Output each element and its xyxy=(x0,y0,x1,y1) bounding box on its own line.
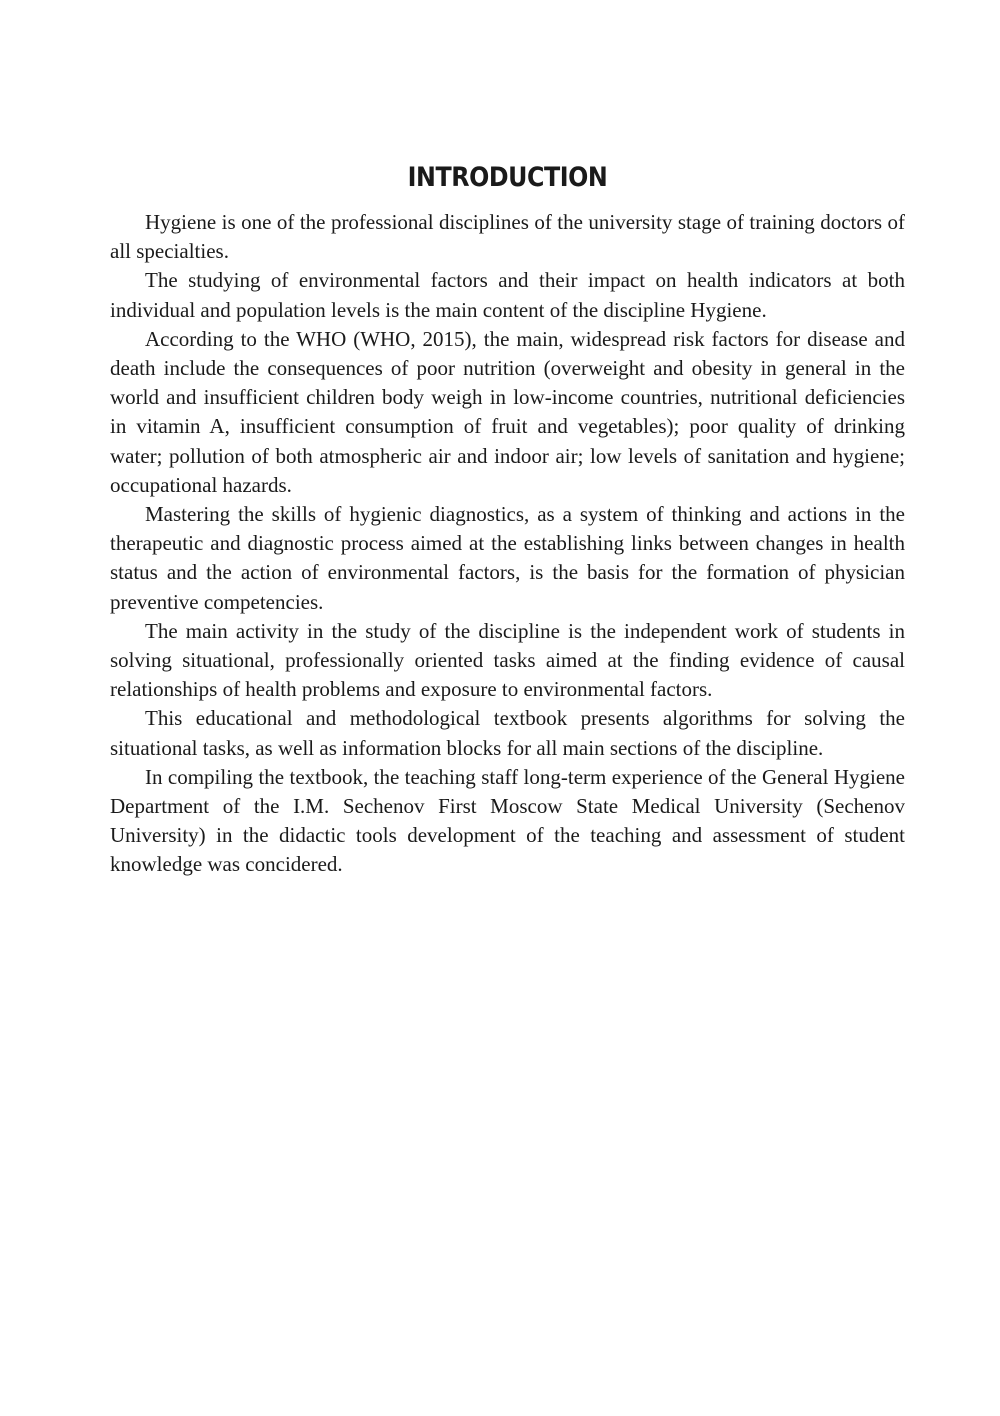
paragraph-3: According to the WHO (WHO, 2015), the main, widespread risk factors for disease and death include the consequences of poor nutrition (overweight and obesity in general in the world and insufficient children body weigh in low-income countries, nutritional deficiencies in vitamin A, insufficient consumption of fruit and vegetables); poor quality of drinking water; pollution of both atmospheric air and indoor air; low levels of sanitation and hygiene; occupational hazards. xyxy=(110,326,905,497)
paragraph-5: The main activity in the study of the discipline is the independent work of students in solving situational, professionally oriented tasks aimed at the finding evidence of causal relationships of health problems and exposure to environmental factors. xyxy=(110,618,905,702)
page-title: INTRODUCTION xyxy=(407,162,608,193)
document-page xyxy=(110,160,905,880)
paragraph-6: This educational and methodological textbook presents algorithms for solving the situational tasks, as well as information blocks for all main sections of the discipline. xyxy=(110,706,905,760)
paragraph-4: Mastering the skills of hygienic diagnostics, as a system of thinking and actions in the therapeutic and diagnostic process aimed at the establishing links between changes in health status and the action of environmental factors, is the basis for the formation of physician preventive competencies. xyxy=(110,502,905,614)
paragraph-1: Hygiene is one of the professional disciplines of the university stage of training doctors of all specialties. xyxy=(110,210,905,264)
paragraph-2: The studying of environmental factors and their impact on health indicators at both individual and population levels is the main content of the discipline Hygiene. xyxy=(110,268,905,322)
paragraph-7: In compiling the textbook, the teaching staff long-term experience of the General Hygiene Department of the I.M. Sechenov First Moscow State Medical University (Sechenov University) in the didactic tools development of the teaching and assessment of student knowledge was concidered. xyxy=(110,764,905,877)
